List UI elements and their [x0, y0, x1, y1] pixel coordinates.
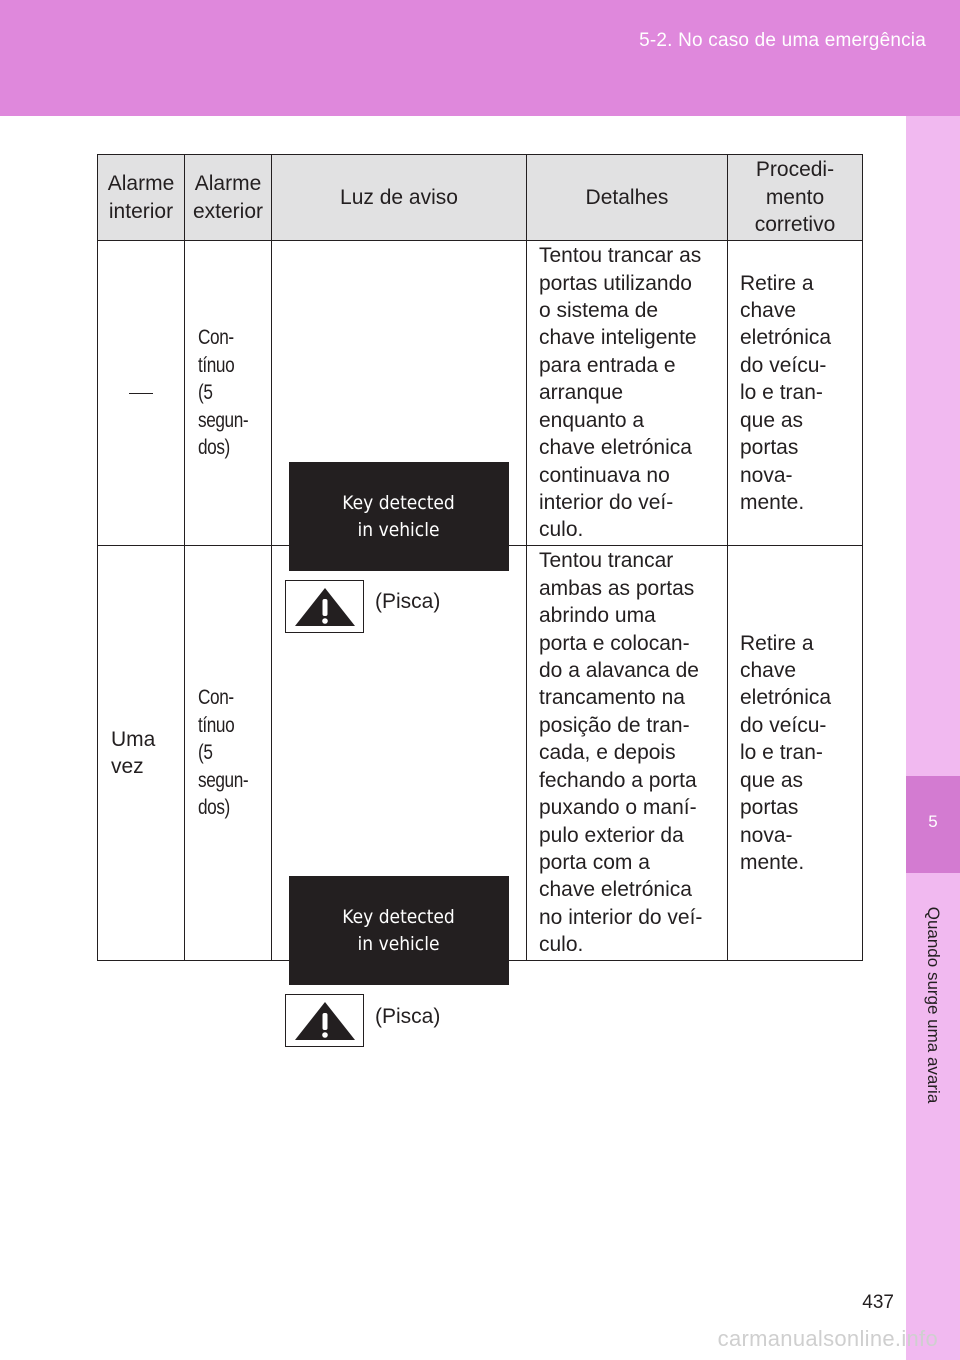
dash-mark [129, 393, 153, 394]
warning-light-cell [272, 241, 527, 613]
flash-label: (Pisca) [375, 1005, 441, 1028]
table-row [98, 241, 863, 546]
col-header-exterior: Alarme exterior [185, 155, 272, 241]
table-row [98, 546, 863, 961]
col-header-interior: Alarme interior [98, 155, 185, 241]
col-header-light: Luz de aviso [272, 155, 527, 241]
chapter-sidebar [906, 116, 960, 1360]
page-number: 437 [862, 1292, 894, 1313]
col-header-details: Detalhes [527, 155, 728, 241]
chapter-tab[interactable] [906, 776, 960, 873]
details-cell: Tentou trancar ambas as portas abrindo uma porta e colocan- do a alavanca de trancamento na posição de tran- cada, e depois fechando a porta puxando o maní- pulo exterior da porta com a chave eletrónica no interior do veí- culo. [527, 546, 728, 961]
key-detected-display: Key detected in vehicle [289, 876, 509, 985]
warning-triangle-icon [285, 580, 364, 633]
watermark[interactable]: carmanualsonline.info [717, 1326, 938, 1351]
interior-alarm-cell: Uma vez [98, 546, 185, 961]
col-header-procedure: Procedi- mento corretivo [728, 155, 863, 241]
procedure-cell: Retire a chave eletrónica do veícu- lo e tran- que as portas nova- mente. [728, 546, 863, 961]
chapter-number: 5 [928, 812, 938, 831]
chapter-title: Quando surge uma avaria [924, 906, 943, 1104]
key-detected-display: Key detected in vehicle [289, 462, 509, 571]
details-cell: Tentou trancar as portas utilizando o sistema de chave inteligente para entrada e arranque enquanto a chave eletrónica continuava no interior do veí- culo. [527, 241, 728, 546]
table-header-row [98, 155, 863, 241]
exterior-alarm-cell: Con- tínuo (5 segun- dos) [185, 241, 272, 546]
exterior-alarm-cell: Con- tínuo (5 segun- dos) [185, 546, 272, 961]
section-title: 5-2. No caso de uma emergência [639, 30, 926, 51]
warning-triangle-icon [285, 994, 364, 1047]
procedure-cell: Retire a chave eletrónica do veícu- lo e tran- que as portas nova- mente. [728, 241, 863, 546]
interior-alarm-cell [98, 241, 185, 546]
warning-table [97, 154, 863, 1028]
flash-label: (Pisca) [375, 590, 441, 613]
header-band [0, 0, 960, 116]
